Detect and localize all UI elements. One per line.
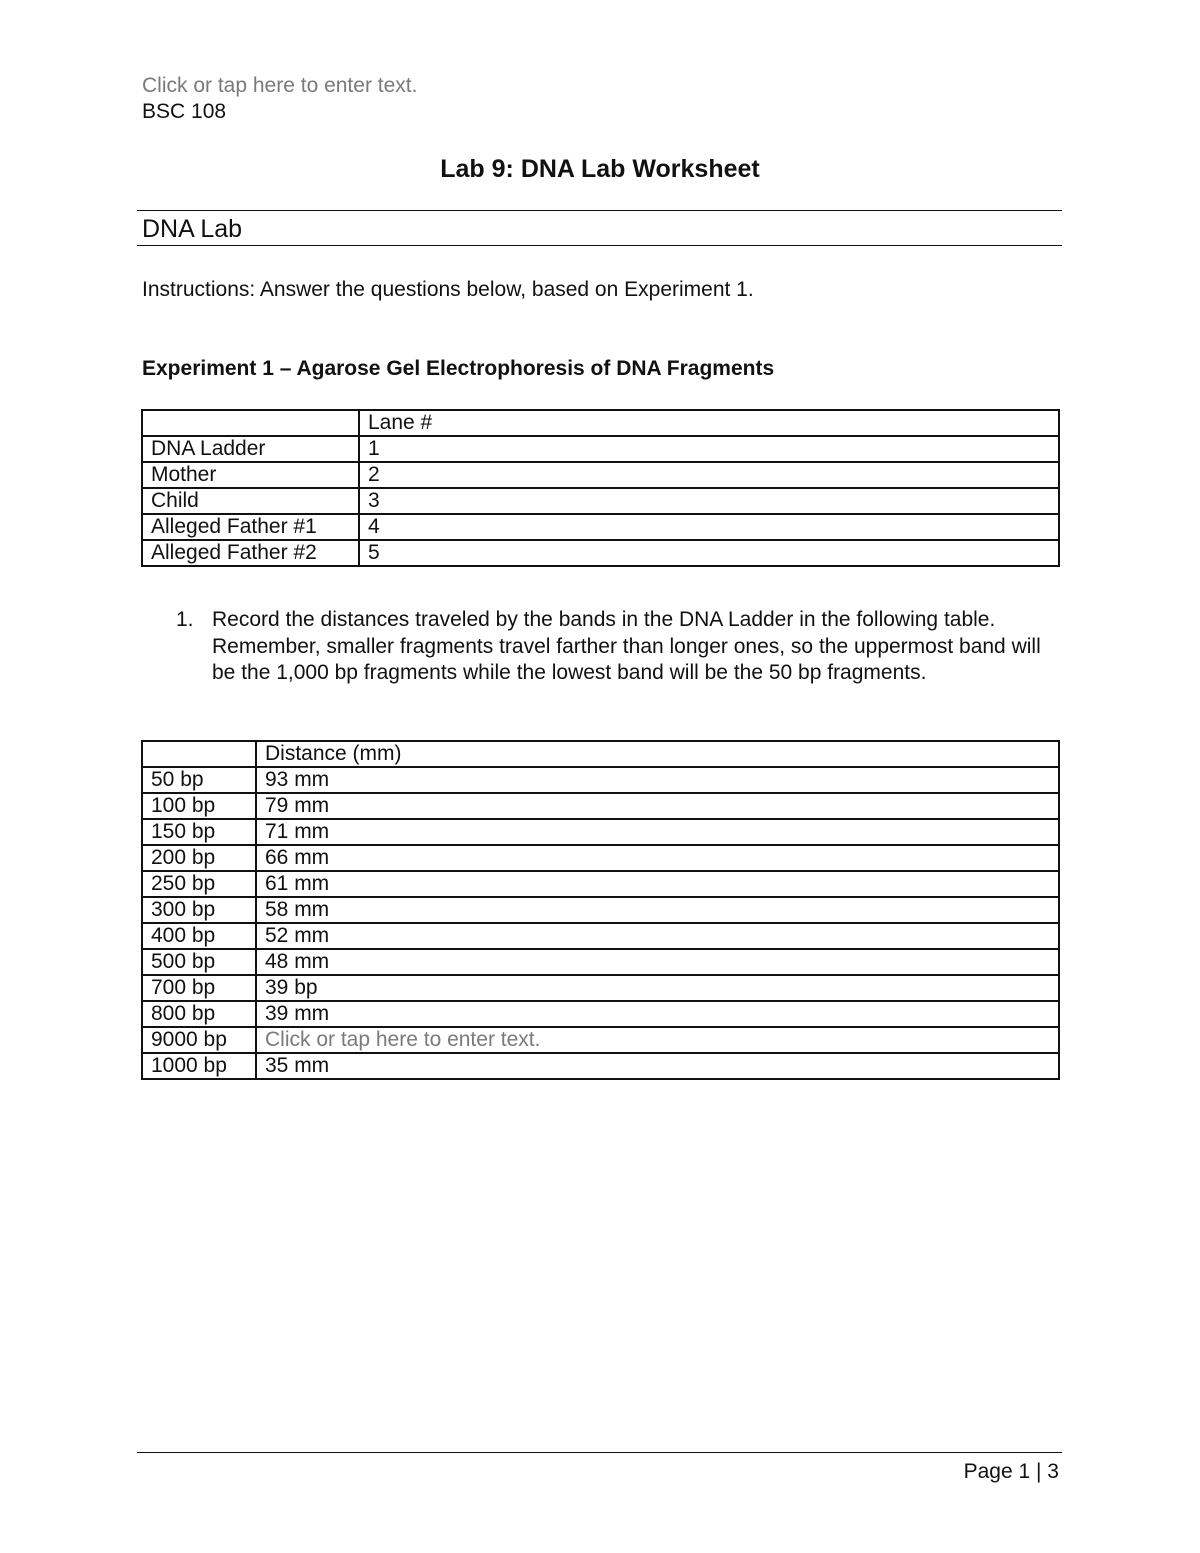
distance-cell[interactable]: 79 mm <box>256 793 1059 819</box>
section-heading: DNA Lab <box>142 215 243 243</box>
table-row <box>142 975 1059 1001</box>
sample-name-cell: Child <box>142 488 359 514</box>
course-code: BSC 108 <box>142 100 227 123</box>
fragment-size-cell: 250 bp <box>142 871 256 897</box>
table-row <box>142 793 1059 819</box>
table-row <box>142 436 1059 462</box>
distance-table <box>141 740 1060 1080</box>
lane-number-cell: 4 <box>359 514 1059 540</box>
sample-name-cell: Alleged Father #2 <box>142 540 359 566</box>
fragment-size-cell: 9000 bp <box>142 1027 256 1053</box>
question-text: Record the distances traveled by the bands in the DNA Ladder in the following table. Remember, smaller fragments travel farther than longer ones, so the uppermost band will be the 1,000 bp fragments while the lowest band will be the 50 bp fragments. <box>212 608 1041 684</box>
lane-number-cell: 2 <box>359 462 1059 488</box>
table-row <box>142 845 1059 871</box>
distance-cell-placeholder[interactable]: Click or tap here to enter text. <box>256 1027 1059 1053</box>
sample-name-cell: Mother <box>142 462 359 488</box>
fragment-size-cell: 500 bp <box>142 949 256 975</box>
lane-table-header <box>142 410 1059 436</box>
table-row <box>142 540 1059 566</box>
page-title: Lab 9: DNA Lab Worksheet <box>440 155 760 183</box>
distance-cell[interactable]: 35 mm <box>256 1053 1059 1079</box>
table-row <box>142 871 1059 897</box>
fragment-size-cell: 50 bp <box>142 767 256 793</box>
section-rule-bottom <box>137 245 1062 246</box>
fragment-size-cell: 100 bp <box>142 793 256 819</box>
table-row <box>142 1053 1059 1079</box>
distance-table-header-cell: Distance (mm) <box>256 741 1059 767</box>
section-rule-top <box>137 210 1062 211</box>
table-row <box>142 923 1059 949</box>
distance-cell[interactable]: 71 mm <box>256 819 1059 845</box>
fragment-size-cell: 700 bp <box>142 975 256 1001</box>
table-row <box>142 462 1059 488</box>
page-number: Page 1 | 3 <box>963 1460 1059 1483</box>
distance-cell[interactable]: 58 mm <box>256 897 1059 923</box>
lane-table-header-cell <box>142 410 359 436</box>
sample-name-cell: DNA Ladder <box>142 436 359 462</box>
fragment-size-cell: 200 bp <box>142 845 256 871</box>
table-row <box>142 514 1059 540</box>
question-number: 1. <box>176 608 194 631</box>
lane-number-cell: 3 <box>359 488 1059 514</box>
table-row <box>142 819 1059 845</box>
table-row <box>142 897 1059 923</box>
header-text-placeholder[interactable]: Click or tap here to enter text. <box>142 74 418 97</box>
fragment-size-cell: 300 bp <box>142 897 256 923</box>
lane-table-header-cell: Lane # <box>359 410 1059 436</box>
fragment-size-cell: 800 bp <box>142 1001 256 1027</box>
distance-cell[interactable]: 39 mm <box>256 1001 1059 1027</box>
table-row <box>142 488 1059 514</box>
distance-cell[interactable]: 52 mm <box>256 923 1059 949</box>
footer-rule <box>137 1452 1062 1453</box>
fragment-size-cell: 1000 bp <box>142 1053 256 1079</box>
distance-cell[interactable]: 93 mm <box>256 767 1059 793</box>
lane-number-cell: 1 <box>359 436 1059 462</box>
distance-cell[interactable]: 66 mm <box>256 845 1059 871</box>
table-row <box>142 1027 1059 1053</box>
fragment-size-cell: 150 bp <box>142 819 256 845</box>
distance-cell[interactable]: 39 bp <box>256 975 1059 1001</box>
distance-table-header <box>142 741 1059 767</box>
table-row <box>142 767 1059 793</box>
distance-table-header-cell <box>142 741 256 767</box>
distance-cell[interactable]: 48 mm <box>256 949 1059 975</box>
sample-name-cell: Alleged Father #1 <box>142 514 359 540</box>
table-row <box>142 1001 1059 1027</box>
table-row <box>142 949 1059 975</box>
lane-number-cell: 5 <box>359 540 1059 566</box>
fragment-size-cell: 400 bp <box>142 923 256 949</box>
lane-table <box>141 409 1060 567</box>
instructions-text: Instructions: Answer the questions below, based on Experiment 1. <box>142 278 754 301</box>
distance-cell[interactable]: 61 mm <box>256 871 1059 897</box>
experiment-heading: Experiment 1 – Agarose Gel Electrophoresis of DNA Fragments <box>142 357 775 380</box>
